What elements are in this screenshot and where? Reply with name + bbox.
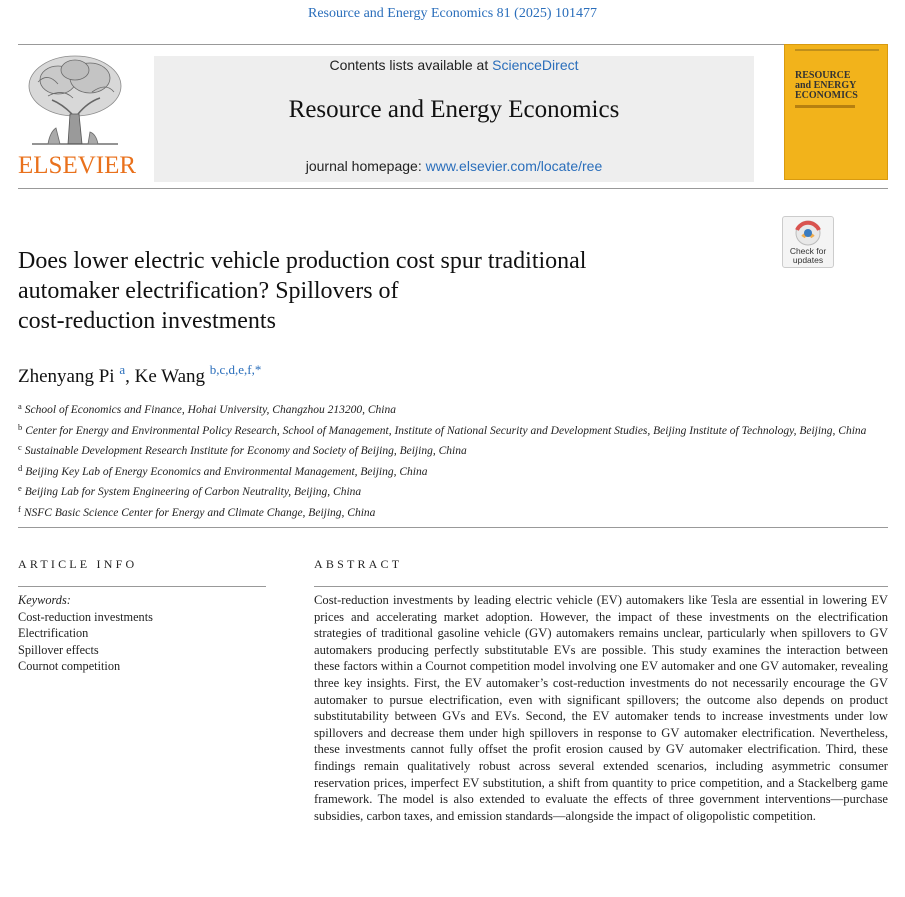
sciencedirect-link[interactable]: ScienceDirect (492, 57, 579, 73)
elsevier-logo (18, 52, 137, 182)
header-divider-top (18, 44, 784, 45)
keyword: Cost-reduction investments (18, 609, 153, 624)
affiliation (18, 480, 878, 501)
journal-banner (154, 56, 754, 182)
cover-title-line: and ENERGY (795, 80, 857, 91)
homepage-line (154, 158, 754, 174)
article-title-line: cost-reduction investments (18, 308, 276, 334)
keywords-label: Keywords: (18, 593, 71, 607)
affiliation-text: Sustainable Development Research Institute for Economy and Society of Beijing, Beijing, China (24, 445, 467, 457)
journal-homepage-link[interactable]: www.elsevier.com/locate/ree (425, 158, 603, 174)
affiliation-text: Beijing Lab for System Engineering of Carbon Neutrality, Beijing, China (24, 486, 362, 498)
affiliation (18, 398, 878, 419)
article-title-line: Does lower electric vehicle production cost spur traditional (18, 248, 587, 274)
affiliation-text: School of Economics and Finance, Hohai University, Changzhou 213200, China (24, 404, 396, 416)
keyword: Electrification (18, 626, 89, 640)
author-affiliation-mark[interactable]: b,c,d,e,f,* (209, 362, 262, 377)
cover-band (795, 105, 855, 108)
affiliation (18, 419, 878, 440)
section-divider (18, 527, 888, 528)
cover-title-line: ECONOMICS (795, 90, 858, 101)
affiliation-mark: e (18, 483, 22, 493)
check-for-updates-badge[interactable] (782, 216, 834, 268)
journal-name: Resource and Energy Economics (288, 96, 620, 123)
keywords-block (18, 592, 153, 675)
article-title (18, 246, 758, 336)
affiliation-text: Center for Energy and Environmental Policy Research, School of Management, Institute of National Security and Development Studies, Beijing Institute of Technology, Beijing, China (25, 424, 867, 437)
affiliation-mark: a (18, 401, 22, 411)
affiliation-mark: f (18, 503, 21, 514)
crossmark-label: Check for updates (789, 246, 827, 265)
contents-prefix: Contents lists available at (329, 57, 493, 73)
author-affiliation-mark[interactable]: a (119, 362, 126, 377)
contents-line (154, 57, 754, 73)
cover-stripe (795, 49, 879, 51)
abstract-heading: ABSTRACT (314, 557, 403, 571)
keyword: Spillover effects (18, 642, 99, 657)
homepage-prefix: journal homepage: (305, 158, 426, 174)
abstract-text: Cost-reduction investments by leading electric vehicle (EV) automakers like Tesla are essential in lowering EV prices and accelerating market adoption. However, the impact of these investments on the electrification strategies of traditional gasoline vehicle (GV) automakers remains unclear, particularly when spillovers to GV automakers producing perfectly substitutable EVs are possible. This study examines the interaction between these factors within a Cournot competition model involving one EV automaker and one GV automaker, revealing three key insights. First, the EV automaker’s cost-reduction investments do not necessarily encourage the GV automaker to pursue electrification, even with significant spillovers; the outcome also depends on product substitutability between GVs and EVs. Second, the EV automaker tends to increase investments under low spillovers and decrease them under high spillovers in response to GV automaker electrification. Nevertheless, these investments cannot fully offset the profit erosion caused by GV automaker electrification. Third, these findings remain qualitatively robust across several extended scenarios, including asymmetric consumer reservation prices, imperfect EV substitution, a shift from quantity to price competition, and a Stackelberg game framework. The model is also extended to evaluate the effects of three government interventions—purchase subsidies, carbon taxes, and emission standards—alongside the impact of oligopolistic competition. (314, 593, 888, 823)
author-name[interactable]: Ke Wang (134, 366, 206, 387)
cover-title-line: RESOURCE (795, 70, 851, 81)
article-title-line: automaker electrification? Spillovers of (18, 278, 399, 304)
affiliation (18, 501, 878, 522)
keyword: Cournot competition (18, 659, 121, 673)
affiliation (18, 439, 878, 460)
affiliation-text: Beijing Key Lab of Energy Economics and Environmental Management, Beijing, China (25, 465, 428, 478)
author-list (18, 362, 261, 388)
affiliation-text: NSFC Basic Science Center for Energy and Climate Change, Beijing, China (23, 506, 376, 519)
article-info-divider (18, 586, 266, 587)
journal-cover-thumbnail[interactable] (784, 44, 888, 180)
affiliation-mark: b (18, 421, 23, 432)
affiliation (18, 460, 878, 481)
affiliations-list (18, 398, 878, 521)
affiliation-mark: d (18, 462, 23, 473)
elsevier-wordmark: ELSEVIER (18, 152, 137, 179)
crossmark-icon (783, 217, 833, 247)
affiliation-mark: c (18, 442, 22, 452)
abstract-divider (314, 586, 888, 587)
elsevier-tree-icon (18, 52, 132, 152)
author-separator: , (125, 366, 135, 387)
cover-title (795, 71, 858, 101)
header-divider-bottom (18, 188, 888, 189)
author-name[interactable]: Zhenyang Pi (18, 366, 115, 387)
journal-citation-link[interactable]: Resource and Energy Economics 81 (2025) 101477 (307, 6, 597, 21)
article-info-heading: ARTICLE INFO (18, 557, 138, 571)
